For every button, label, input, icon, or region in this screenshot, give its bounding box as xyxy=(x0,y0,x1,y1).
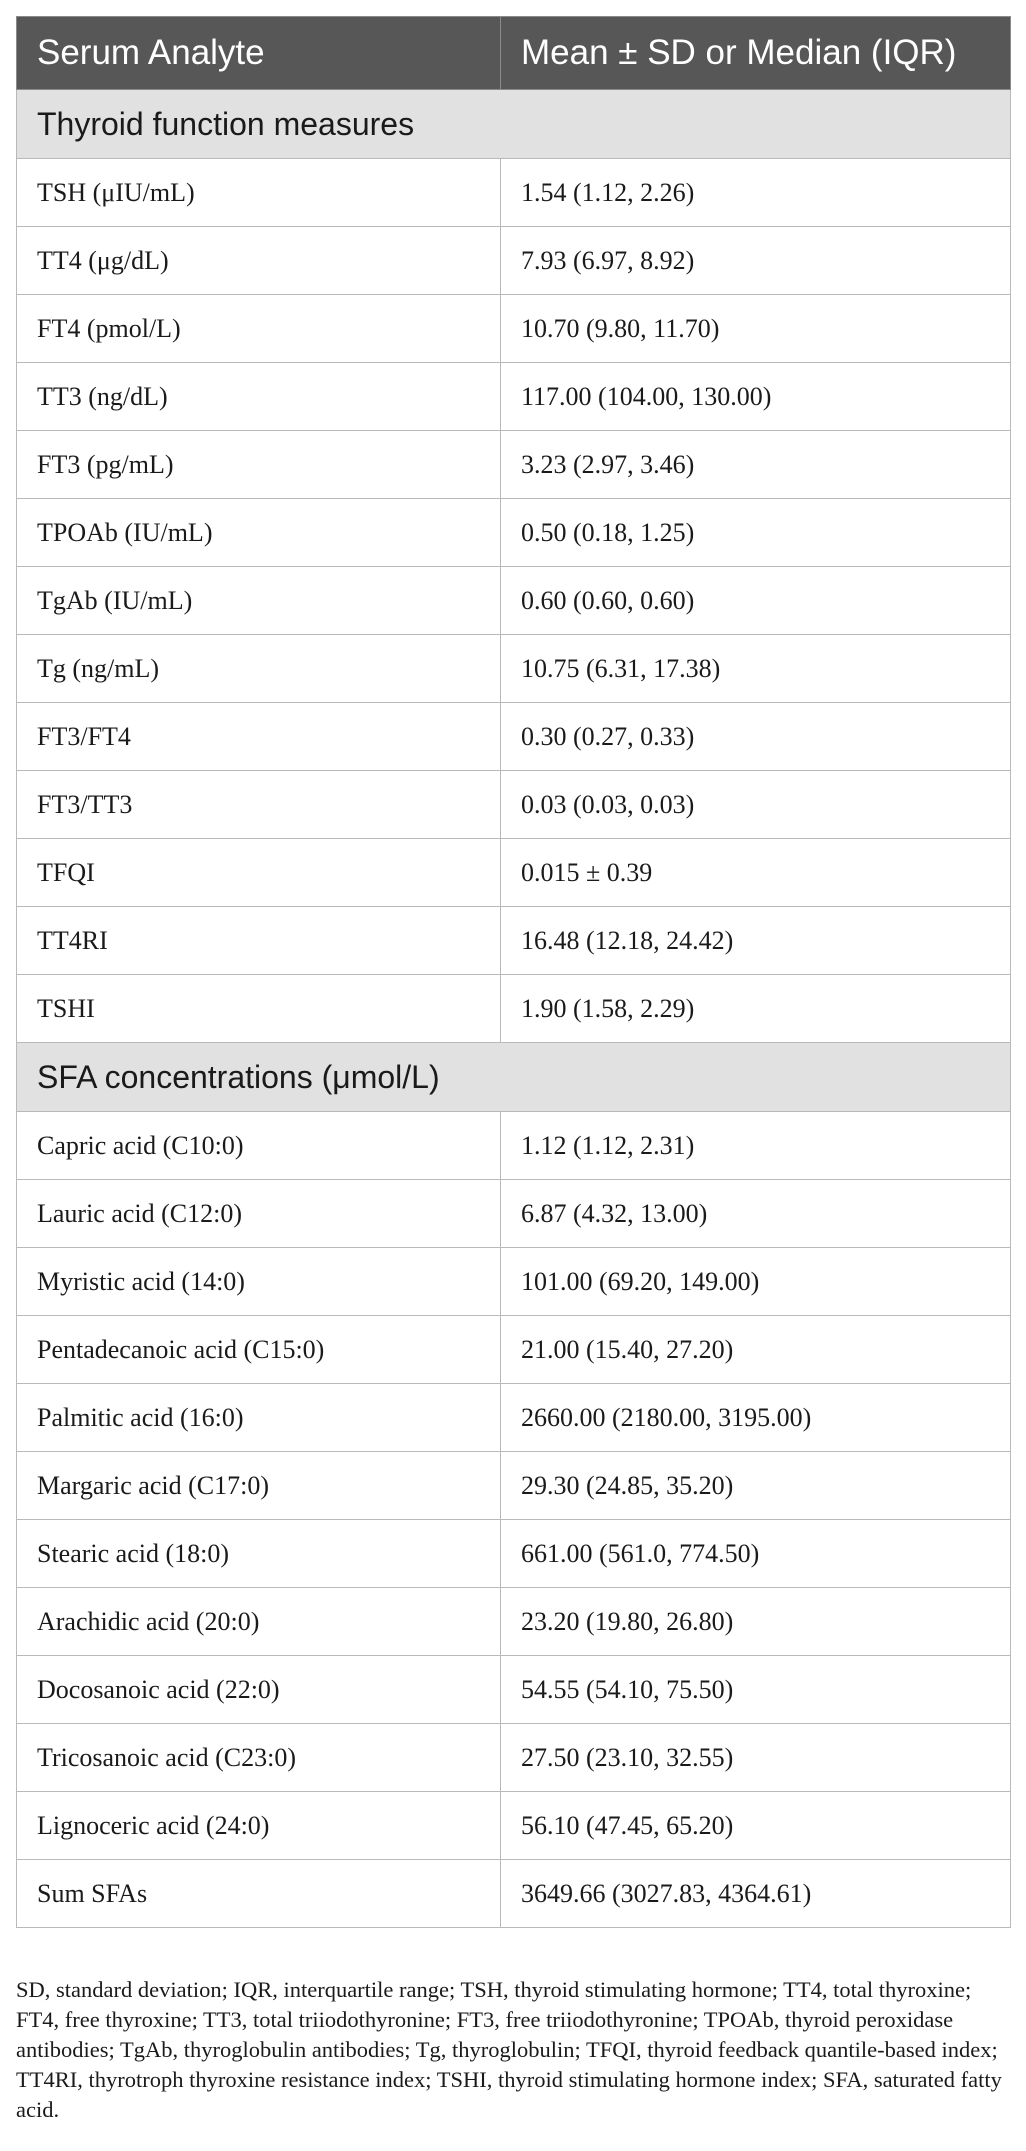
analyte-cell: FT3/TT3 xyxy=(17,771,501,839)
analyte-cell: TSHI xyxy=(17,975,501,1043)
header-statistic: Mean ± SD or Median (IQR) xyxy=(501,17,1011,90)
table-row xyxy=(17,839,1011,907)
value-cell: 54.55 (54.10, 75.50) xyxy=(501,1656,1011,1724)
table-row xyxy=(17,1656,1011,1724)
table-row xyxy=(17,1520,1011,1588)
analyte-cell: Arachidic acid (20:0) xyxy=(17,1588,501,1656)
value-cell: 2660.00 (2180.00, 3195.00) xyxy=(501,1384,1011,1452)
value-cell: 0.50 (0.18, 1.25) xyxy=(501,499,1011,567)
table-row xyxy=(17,635,1011,703)
table-body xyxy=(17,90,1011,1928)
header-row xyxy=(17,17,1011,90)
value-cell: 3649.66 (3027.83, 4364.61) xyxy=(501,1860,1011,1928)
value-cell: 1.54 (1.12, 2.26) xyxy=(501,159,1011,227)
analyte-cell: FT4 (pmol/L) xyxy=(17,295,501,363)
value-cell: 10.75 (6.31, 17.38) xyxy=(501,635,1011,703)
table-row xyxy=(17,1384,1011,1452)
analyte-cell: Tg (ng/mL) xyxy=(17,635,501,703)
table-row xyxy=(17,1316,1011,1384)
analyte-cell: TT4RI xyxy=(17,907,501,975)
value-cell: 0.03 (0.03, 0.03) xyxy=(501,771,1011,839)
header-analyte: Serum Analyte xyxy=(17,17,501,90)
table-row xyxy=(17,567,1011,635)
table-row xyxy=(17,499,1011,567)
table-row xyxy=(17,1248,1011,1316)
value-cell: 117.00 (104.00, 130.00) xyxy=(501,363,1011,431)
table-row xyxy=(17,1452,1011,1520)
value-cell: 0.015 ± 0.39 xyxy=(501,839,1011,907)
value-cell: 1.12 (1.12, 2.31) xyxy=(501,1112,1011,1180)
value-cell: 6.87 (4.32, 13.00) xyxy=(501,1180,1011,1248)
table-row xyxy=(17,363,1011,431)
analyte-cell: TgAb (IU/mL) xyxy=(17,567,501,635)
section-title: Thyroid function measures xyxy=(17,90,1011,159)
analyte-cell: TT4 (μg/dL) xyxy=(17,227,501,295)
value-cell: 23.20 (19.80, 26.80) xyxy=(501,1588,1011,1656)
section-header-row xyxy=(17,1043,1011,1112)
section-header-row xyxy=(17,90,1011,159)
table-row xyxy=(17,1180,1011,1248)
value-cell: 661.00 (561.0, 774.50) xyxy=(501,1520,1011,1588)
analyte-cell: Myristic acid (14:0) xyxy=(17,1248,501,1316)
table-row xyxy=(17,771,1011,839)
analyte-cell: Capric acid (C10:0) xyxy=(17,1112,501,1180)
analyte-cell: Pentadecanoic acid (C15:0) xyxy=(17,1316,501,1384)
table-row xyxy=(17,227,1011,295)
table-row xyxy=(17,159,1011,227)
table-row xyxy=(17,907,1011,975)
table-row xyxy=(17,431,1011,499)
analyte-cell: Tricosanoic acid (C23:0) xyxy=(17,1724,501,1792)
value-cell: 10.70 (9.80, 11.70) xyxy=(501,295,1011,363)
value-cell: 56.10 (47.45, 65.20) xyxy=(501,1792,1011,1860)
table-row xyxy=(17,975,1011,1043)
table-row xyxy=(17,1724,1011,1792)
section-title: SFA concentrations (μmol/L) xyxy=(17,1043,1011,1112)
table-row xyxy=(17,703,1011,771)
value-cell: 0.60 (0.60, 0.60) xyxy=(501,567,1011,635)
value-cell: 101.00 (69.20, 149.00) xyxy=(501,1248,1011,1316)
analyte-cell: TSH (μIU/mL) xyxy=(17,159,501,227)
analyte-cell: Docosanoic acid (22:0) xyxy=(17,1656,501,1724)
value-cell: 29.30 (24.85, 35.20) xyxy=(501,1452,1011,1520)
analyte-cell: Stearic acid (18:0) xyxy=(17,1520,501,1588)
table-header xyxy=(17,17,1011,90)
table-row xyxy=(17,1112,1011,1180)
analyte-cell: Margaric acid (C17:0) xyxy=(17,1452,501,1520)
analyte-cell: TPOAb (IU/mL) xyxy=(17,499,501,567)
analyte-cell: TFQI xyxy=(17,839,501,907)
analyte-table-container xyxy=(16,16,1010,1928)
table-footnote: SD, standard deviation; IQR, interquartile range; TSH, thyroid stimulating hormone; TT4, total thyroxine; FT4, free thyroxine; TT3, total triiodothyronine; FT3, free triiodothyronine; TPOAb, thyroid peroxidase antibodies; TgAb, thyroglobulin antibodies; Tg, thyroglobulin; TFQI, thyroid feedback quantile-based index; TT4RI, thyrotroph thyroxine resistance index; TSHI, thyroid stimulating hormone index; SFA, saturated fatty acid. xyxy=(16,1977,1002,2122)
value-cell: 1.90 (1.58, 2.29) xyxy=(501,975,1011,1043)
table-row xyxy=(17,1792,1011,1860)
analyte-cell: Sum SFAs xyxy=(17,1860,501,1928)
value-cell: 21.00 (15.40, 27.20) xyxy=(501,1316,1011,1384)
table-row xyxy=(17,295,1011,363)
analyte-cell: FT3 (pg/mL) xyxy=(17,431,501,499)
analyte-cell: FT3/FT4 xyxy=(17,703,501,771)
table-row xyxy=(17,1860,1011,1928)
analyte-cell: Lauric acid (C12:0) xyxy=(17,1180,501,1248)
analyte-cell: Palmitic acid (16:0) xyxy=(17,1384,501,1452)
value-cell: 0.30 (0.27, 0.33) xyxy=(501,703,1011,771)
analyte-table xyxy=(16,16,1011,1928)
analyte-cell: TT3 (ng/dL) xyxy=(17,363,501,431)
value-cell: 7.93 (6.97, 8.92) xyxy=(501,227,1011,295)
table-row xyxy=(17,1588,1011,1656)
analyte-cell: Lignoceric acid (24:0) xyxy=(17,1792,501,1860)
value-cell: 3.23 (2.97, 3.46) xyxy=(501,431,1011,499)
value-cell: 16.48 (12.18, 24.42) xyxy=(501,907,1011,975)
value-cell: 27.50 (23.10, 32.55) xyxy=(501,1724,1011,1792)
